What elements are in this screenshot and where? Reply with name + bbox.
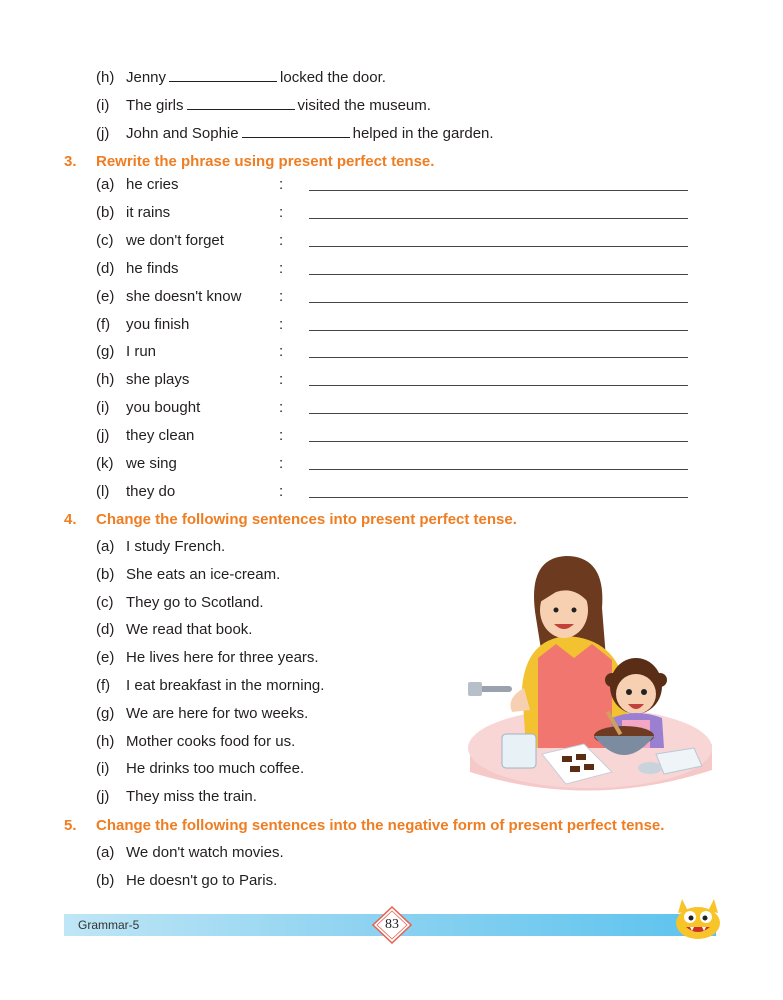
answer-blank[interactable]	[169, 67, 277, 82]
item-phrase: it rains	[126, 203, 171, 221]
item-label: (d)	[96, 259, 115, 277]
item-label: (e)	[96, 649, 115, 667]
item-phrase: they clean	[126, 427, 195, 445]
item-sentence: He drinks too much coffee.	[126, 760, 305, 778]
item-phrase: we don't forget	[126, 231, 224, 249]
item-colon: :	[279, 203, 284, 221]
item-phrase: she plays	[126, 371, 190, 389]
item-sentence: They go to Scotland.	[126, 593, 264, 611]
answer-line[interactable]	[309, 218, 688, 219]
item-phrase: we sing	[126, 455, 177, 472]
page-number-badge	[372, 906, 412, 944]
section-number: 4.	[64, 511, 77, 528]
item-label: (j)	[96, 788, 110, 806]
item-label: (b)	[96, 872, 115, 889]
section-title: Change the following sentences into the negative form of present perfect tense.	[96, 817, 665, 834]
item-phrase: he finds	[126, 259, 179, 277]
item-label: (a)	[96, 176, 115, 193]
answer-line[interactable]	[309, 385, 688, 386]
item-label: (j)	[96, 427, 110, 445]
item-label: (b)	[96, 203, 115, 221]
mother-daughter-baking-illustration	[466, 548, 714, 798]
item-sentence: We read that book.	[126, 621, 253, 639]
item-colon: :	[279, 176, 284, 193]
item-phrase: they do	[126, 482, 176, 500]
page-number: 83	[385, 917, 399, 932]
answer-line[interactable]	[309, 469, 688, 470]
answer-line[interactable]	[309, 441, 688, 442]
item-label: (k)	[96, 455, 114, 472]
answer-line[interactable]	[309, 246, 688, 247]
item-colon: :	[279, 482, 284, 500]
item-label: (g)	[96, 704, 115, 722]
item-sentence: I study French.	[126, 538, 226, 555]
item-colon: :	[279, 427, 284, 445]
item-label: (f)	[96, 315, 111, 333]
item-colon: :	[279, 371, 284, 389]
item-label: (h)	[96, 371, 115, 389]
book-title: Grammar-5	[78, 918, 140, 932]
item-colon: :	[279, 343, 284, 361]
item-label: (h)	[96, 69, 115, 86]
section-number: 3.	[64, 153, 77, 170]
item-sentence: She eats an ice-cream.	[126, 565, 281, 583]
answer-line[interactable]	[309, 274, 688, 275]
answer-line[interactable]	[309, 497, 688, 498]
item-label: (g)	[96, 343, 115, 361]
item-label: (a)	[96, 844, 115, 861]
item-sentence: Mother cooks food for us.	[126, 732, 296, 750]
answer-blank[interactable]	[242, 123, 350, 138]
item-label: (h)	[96, 732, 115, 750]
item-label: (j)	[96, 125, 110, 142]
item-label: (i)	[96, 97, 110, 114]
answer-line[interactable]	[309, 302, 688, 303]
item-phrase: he cries	[126, 176, 179, 193]
answer-line[interactable]	[309, 413, 688, 414]
item-label: (d)	[96, 621, 115, 639]
item-label: (a)	[96, 538, 115, 555]
yellow-monster-mascot-icon	[672, 895, 724, 941]
item-sentence: John and Sophie helped in the garden.	[126, 125, 494, 142]
item-sentence: They miss the train.	[126, 788, 257, 806]
answer-line[interactable]	[309, 190, 688, 191]
item-sentence: Jenny locked the door.	[126, 69, 386, 86]
item-label: (c)	[96, 593, 114, 611]
answer-blank[interactable]	[187, 95, 295, 110]
item-sentence: He doesn't go to Paris.	[126, 872, 278, 889]
item-label: (f)	[96, 677, 111, 694]
item-colon: :	[279, 399, 284, 417]
answer-line[interactable]	[309, 357, 688, 358]
item-label: (c)	[96, 231, 114, 249]
item-phrase: she doesn't know	[126, 287, 242, 305]
item-sentence: I eat breakfast in the morning.	[126, 677, 325, 694]
item-phrase: I run	[126, 343, 157, 361]
section-title: Rewrite the phrase using present perfect tense.	[96, 153, 435, 170]
item-phrase: you finish	[126, 315, 190, 333]
item-colon: :	[279, 287, 284, 305]
item-phrase: you bought	[126, 399, 201, 417]
answer-line[interactable]	[309, 330, 688, 331]
item-colon: :	[279, 455, 284, 472]
item-sentence: The girls visited the museum.	[126, 97, 431, 114]
item-sentence: He lives here for three years.	[126, 649, 319, 667]
item-label: (i)	[96, 760, 110, 778]
item-colon: :	[279, 259, 284, 277]
section-number: 5.	[64, 817, 77, 834]
item-sentence: We don't watch movies.	[126, 844, 284, 861]
section-title: Change the following sentences into present perfect tense.	[96, 511, 517, 528]
item-label: (b)	[96, 565, 115, 583]
item-label: (e)	[96, 287, 115, 305]
item-label: (i)	[96, 399, 110, 417]
item-colon: :	[279, 231, 284, 249]
item-label: (l)	[96, 482, 110, 500]
item-colon: :	[279, 315, 284, 333]
item-sentence: We are here for two weeks.	[126, 704, 309, 722]
